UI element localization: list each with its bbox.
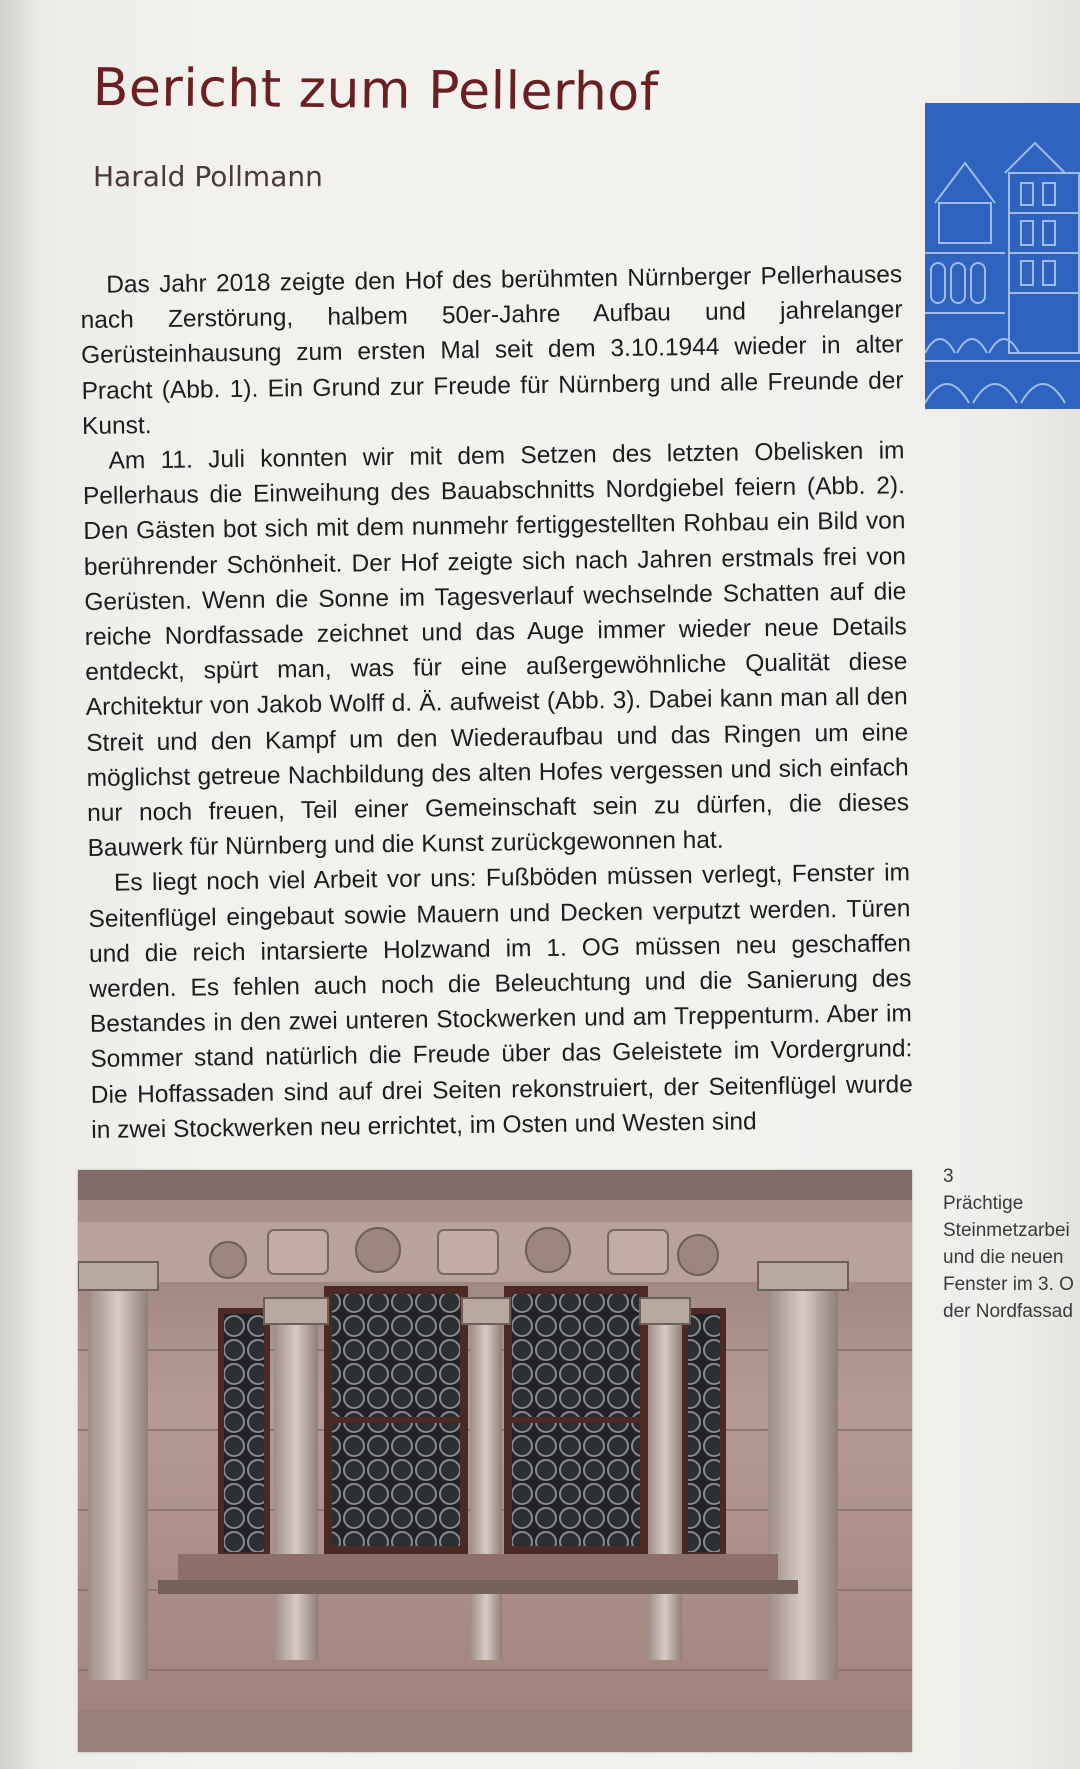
caption-line-4: Fenster im 3. O	[943, 1274, 1074, 1295]
caption-line-1: Prächtige	[943, 1193, 1024, 1214]
paragraph-3: Es liegt noch viel Arbeit vor uns: Fußböden müssen verlegt, Fenster im Seitenflügel eingebaut sowie Mauern und Decken verputzt werden. Türen und die reich intarsierte Holzwand im 1. OG müssen neu geschaffen werden. Es fehlen auch noch die Beleuchtung und die Sanierung des Bestandes in den zwei unteren Stockwerken und am Treppenturm. Aber im Sommer stand natürlich die Freude über das Geleistete im Vordergrund: Die Hoffassaden sind auf drei Seiten rekonstruiert, der Seitenflügel wurde in zwei Stockwerken neu errichtet, im Osten und Westen sind	[88, 859, 913, 1144]
caption-line-5: der Nordfassad	[943, 1301, 1073, 1322]
article-body	[80, 257, 913, 1148]
figure-caption	[943, 1163, 1080, 1325]
figure-number: 3	[943, 1166, 954, 1187]
caption-line-2: Steinmetzarbei	[943, 1220, 1070, 1241]
caption-line-3: und die neuen	[943, 1247, 1064, 1268]
paragraph-1: Das Jahr 2018 zeigte den Hof des berühmten Nürnberger Pellerhauses nach Zerstörung, halbem 50er-Jahre Aufbau und jahrelanger Gerüsteinhausung zum ersten Mal seit dem 3.10.1944 wieder in alter Pracht (Abb. 1). Ein Grund zur Freude für Nürnberg und alle Freunde der Kunst.	[80, 261, 904, 440]
building-illustration-icon	[925, 103, 1080, 409]
article-title: Bericht zum Pellerhof	[92, 58, 659, 123]
building-illustration	[925, 103, 1080, 409]
facade-photo-image	[78, 1170, 912, 1752]
article-author: Harald Pollmann	[93, 160, 323, 193]
facade-photo	[78, 1170, 912, 1752]
paragraph-2: Am 11. Juli konnten wir mit dem Setzen des letzten Obelisken im Pellerhaus die Einweihung des Bauabschnitts Nordgiebel feiern (Abb. 2). Den Gästen bot sich mit dem nunmehr fertiggestellten Rohbau ein Bild von berührender Schönheit. Der Hof zeigte sich nach Jahren erstmals frei von Gerüsten. Wenn die Sonne im Tagesverlauf wechselnde Schatten auf die reiche Nordfassade zeichnet und das Auge immer wieder neue Details entdeckt, spürt man, was für eine außergewöhnliche Qualität diese Architektur von Jakob Wolff d. Ä. aufweist (Abb. 3). Dabei kann man all den Streit und den Kampf um den Wiederaufbau und das Ringen um eine möglichst getreue Nachbildung des alten Hofes vergessen und sich einfach nur noch freuen, Teil einer Gemeinschaft sein zu dürfen, die dieses Bauwerk für Nürnberg und die Kunst zurückgewonnen hat.	[82, 437, 910, 863]
